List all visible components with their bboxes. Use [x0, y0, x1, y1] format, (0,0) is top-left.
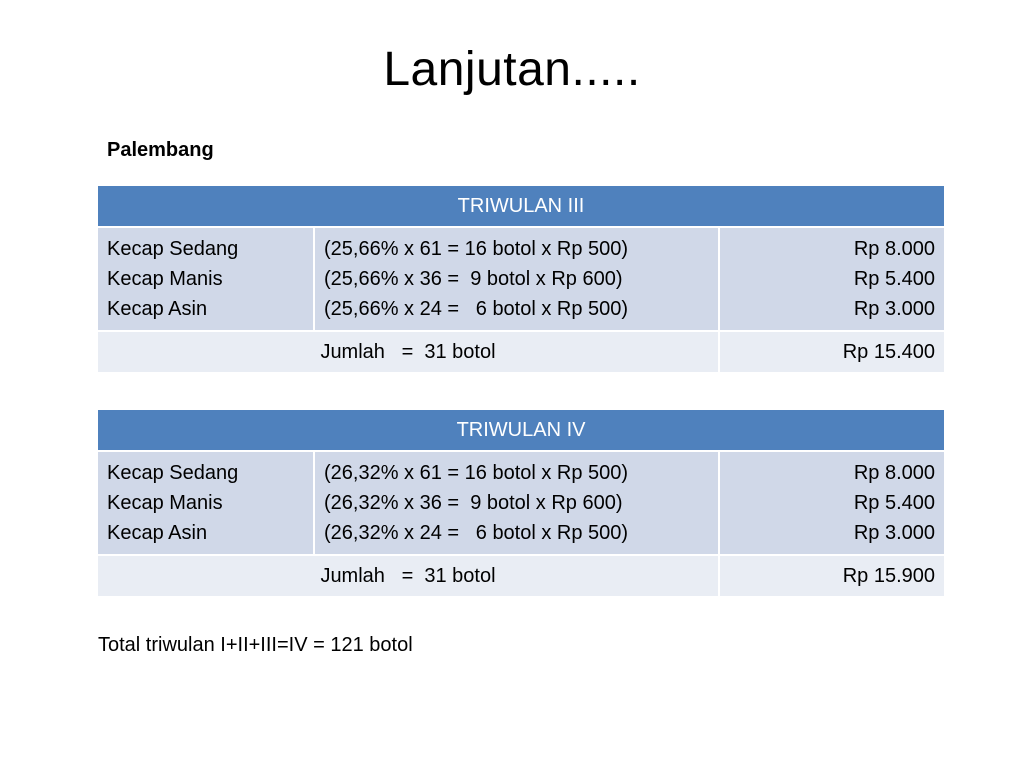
total-label — [97, 331, 719, 373]
item-name: Kecap Sedang — [107, 238, 239, 260]
calc-cell — [314, 451, 719, 555]
amount-value: Rp 8.000 — [853, 462, 936, 484]
total-amount: Rp 15.900 — [719, 555, 945, 597]
total-row — [97, 331, 945, 373]
calc-text: (25,66% x 61 = 16 botol x Rp 500) — [324, 238, 629, 260]
total-label-text: Jumlah = 31 botol — [320, 340, 496, 363]
table-triwulan-iii — [96, 184, 946, 374]
amount-value: Rp 8.000 — [853, 238, 935, 260]
item-name: Kecap Asin — [107, 522, 208, 544]
amount-value: Rp 3.000 — [853, 298, 935, 320]
amount-value: Rp 5.400 — [853, 268, 935, 290]
total-row — [97, 555, 945, 597]
item-name: Kecap Manis — [107, 268, 223, 290]
table-row — [97, 227, 945, 331]
amount-cell — [719, 451, 945, 555]
item-cell — [97, 227, 314, 331]
amount-value: Rp 5.400 — [853, 492, 936, 514]
calc-text: (26,32% x 36 = 9 botol x Rp 600) — [324, 492, 623, 514]
total-label — [97, 555, 719, 597]
item-cell — [97, 451, 314, 555]
table-triwulan-iv — [96, 408, 946, 598]
footer-total-note: Total triwulan I+II+III=IV = 121 botol — [98, 634, 413, 656]
item-name: Kecap Sedang — [107, 462, 239, 484]
table-header: TRIWULAN III — [97, 185, 945, 227]
total-amount: Rp 15.400 — [719, 331, 945, 373]
amount-value: Rp 3.000 — [853, 522, 936, 544]
calc-text: (26,32% x 61 = 16 botol x Rp 500) — [324, 462, 629, 484]
item-name: Kecap Asin — [107, 298, 208, 320]
total-label-text: Jumlah = 31 botol — [320, 564, 496, 587]
item-name: Kecap Manis — [107, 492, 223, 514]
table-header: TRIWULAN IV — [97, 409, 945, 451]
calc-text: (25,66% x 36 = 9 botol x Rp 600) — [324, 268, 623, 290]
calc-text: (25,66% x 24 = 6 botol x Rp 500) — [324, 298, 629, 320]
city-subtitle: Palembang — [107, 139, 214, 161]
amount-cell — [719, 227, 945, 331]
calc-cell — [314, 227, 719, 331]
table-row — [97, 451, 945, 555]
calc-text: (26,32% x 24 = 6 botol x Rp 500) — [324, 522, 629, 544]
slide-title: Lanjutan..... — [383, 43, 641, 96]
